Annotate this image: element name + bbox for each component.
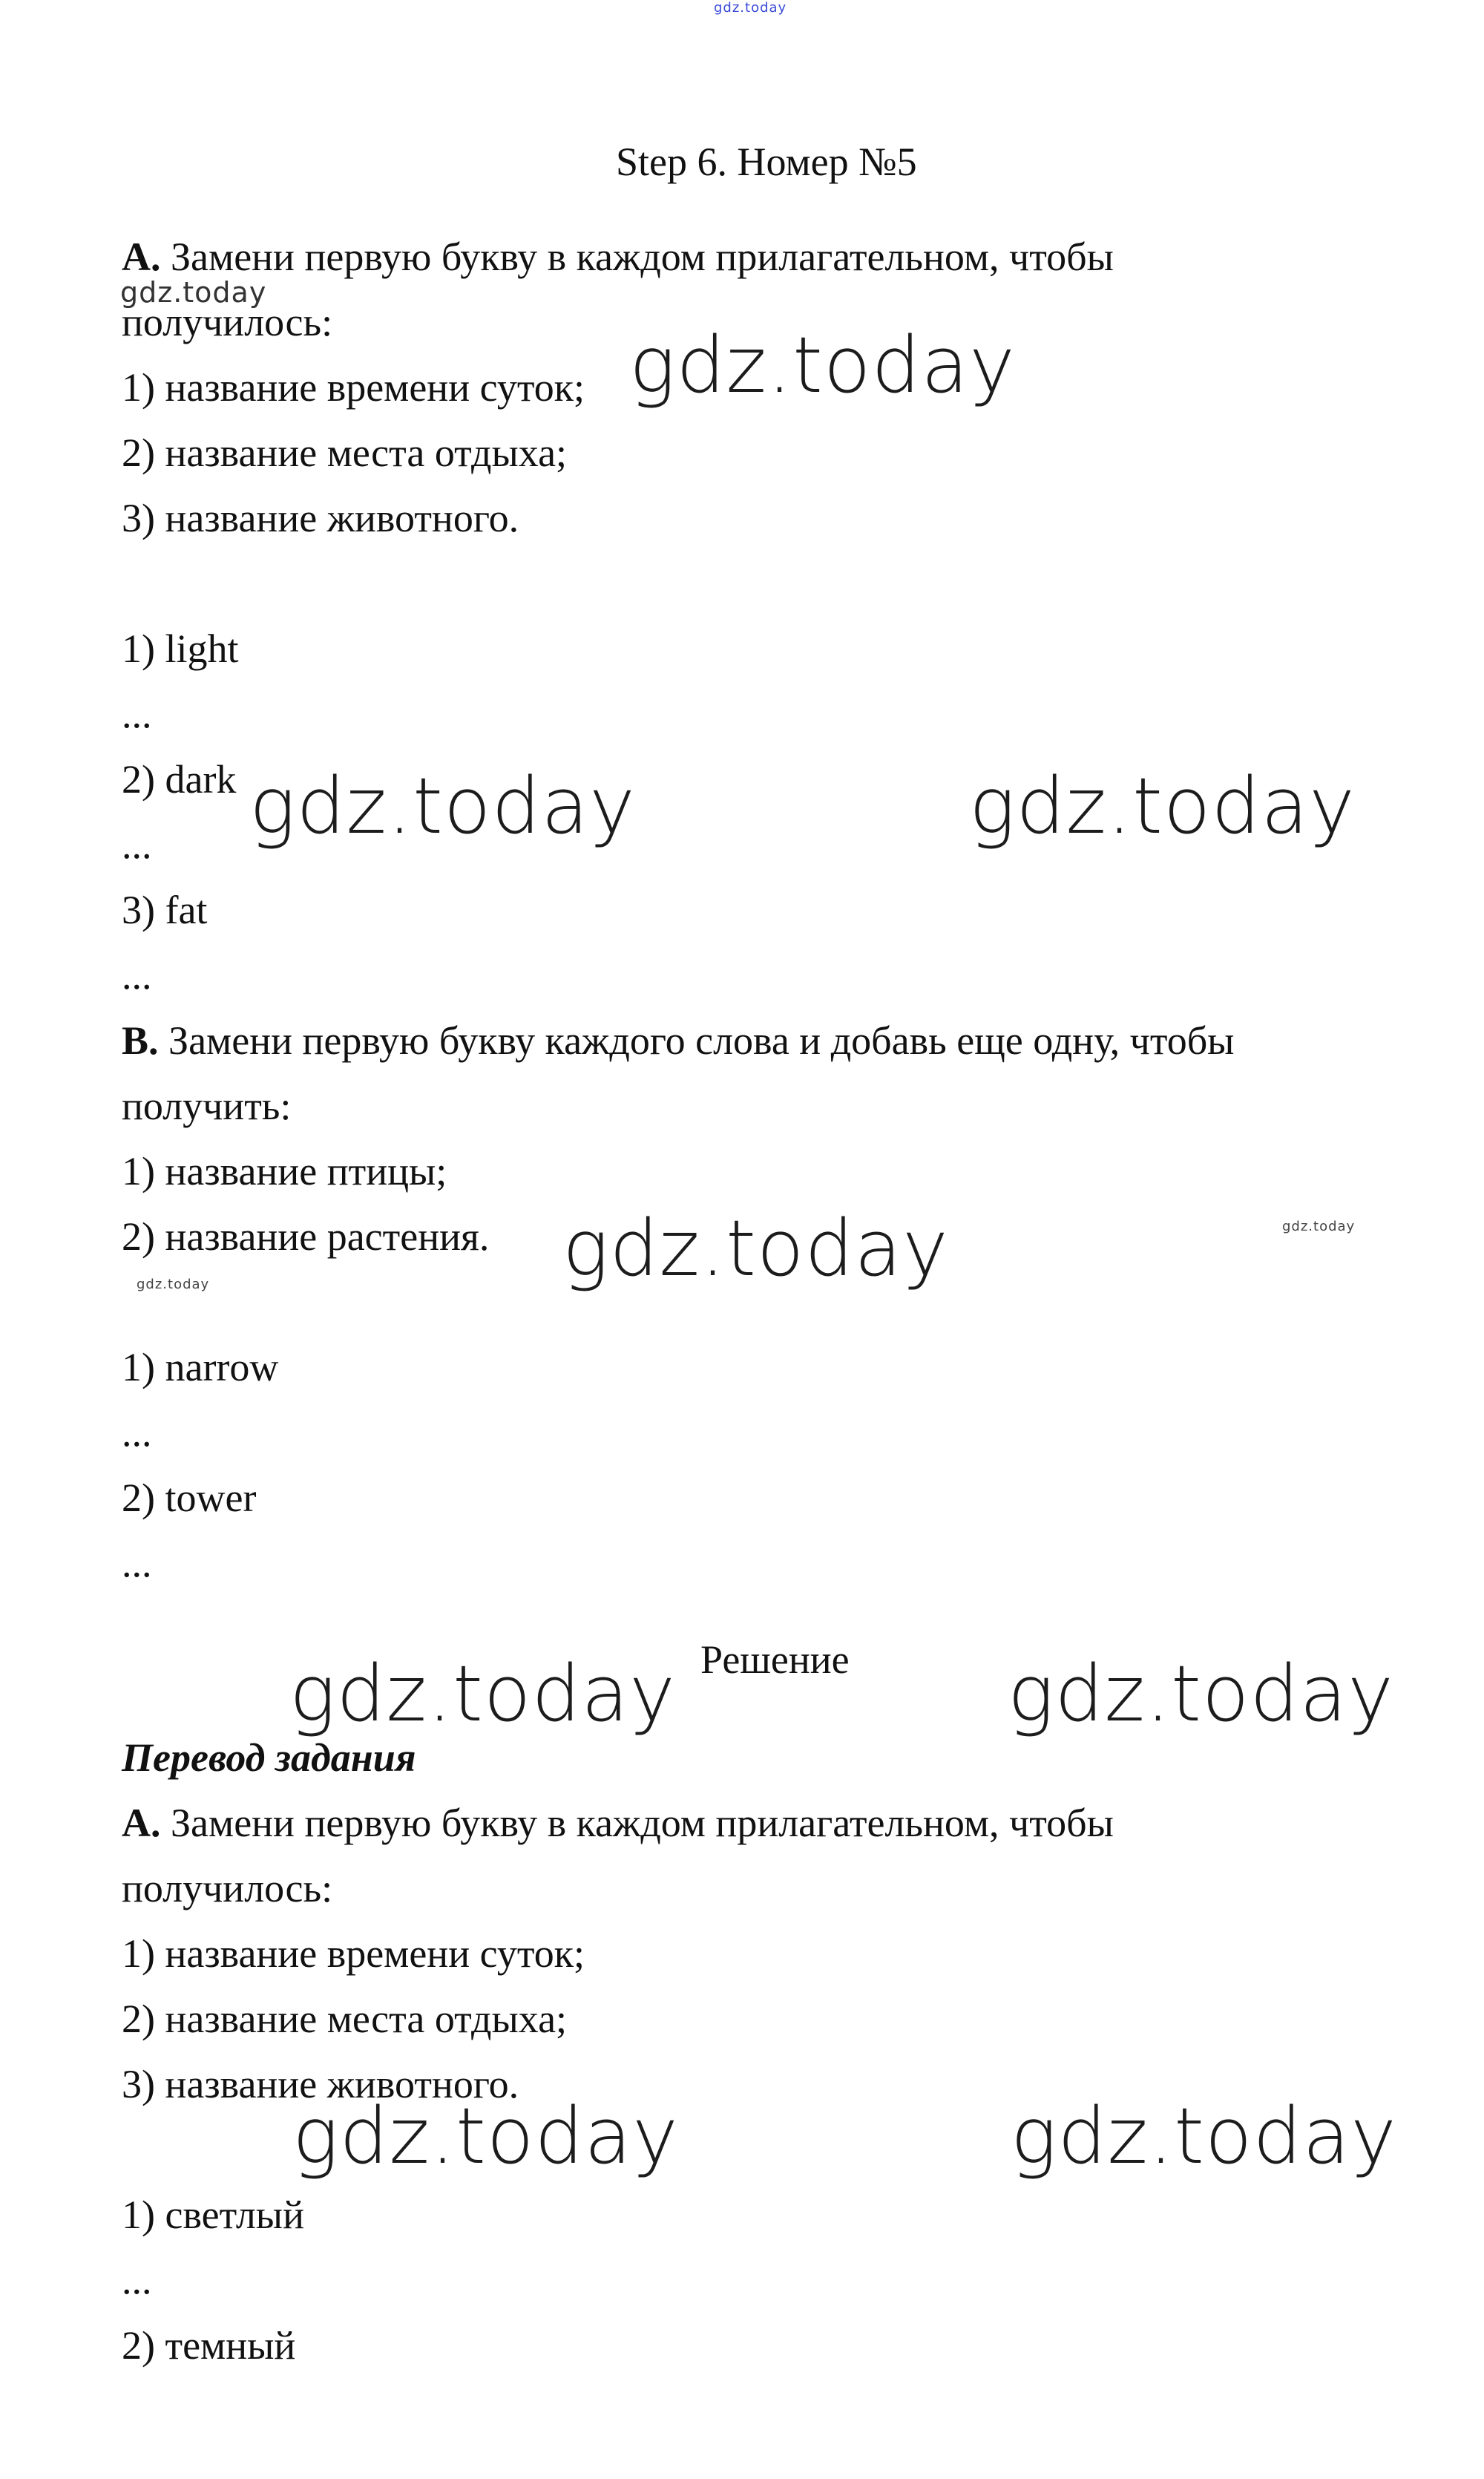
task-b-answer-1: 1) narrow xyxy=(122,1345,279,1389)
task-a-item-1: 1) название времени суток; xyxy=(122,365,585,410)
task-a-item-3: 3) название животного. xyxy=(122,496,519,540)
watermark-7: gdz.today xyxy=(292,2091,679,2181)
watermark-2: gdz.today xyxy=(249,761,636,851)
solution-a-item-3: 3) название животного. xyxy=(122,2062,519,2106)
task-b-answer-1-blank: ... xyxy=(122,1410,152,1455)
solution-a-label: A. xyxy=(122,1801,161,1845)
watermark-tiny-right: gdz.today xyxy=(1282,1219,1356,1234)
watermark-6: gdz.today xyxy=(1008,1648,1394,1739)
solution-a-item-2: 2) название места отдыха; xyxy=(122,1997,568,2041)
solution-a-text2: получилось: xyxy=(122,1866,333,1910)
watermark-5: gdz.today xyxy=(289,1648,676,1739)
solution-heading: Решение xyxy=(700,1637,850,1682)
task-a-answer-3-blank: ... xyxy=(122,953,152,998)
task-a-answer-2: 2) dark xyxy=(122,757,237,802)
task-a-text2: получилось: xyxy=(122,300,333,344)
task-a-line xyxy=(122,233,1114,281)
solution-a-text: Замени первую букву в каждом прилагательном, чтобы xyxy=(160,1801,1114,1845)
watermark-1: gdz.today xyxy=(629,320,1016,410)
task-a-label: A. xyxy=(122,235,161,279)
task-a-item-2: 2) название места отдыха; xyxy=(122,430,568,475)
watermark-tiny-left: gdz.today xyxy=(137,1277,210,1292)
task-b-item-1: 1) название птицы; xyxy=(122,1149,447,1193)
translation-heading: Перевод задания xyxy=(122,1735,416,1780)
solution-a-line xyxy=(122,1799,1114,1847)
watermark-8: gdz.today xyxy=(1011,2091,1397,2181)
task-b-answer-2: 2) tower xyxy=(122,1476,257,1520)
watermark-small-top: gdz.today xyxy=(120,276,267,309)
solution-a-answer-1-blank: ... xyxy=(122,2258,152,2302)
task-b-text2: получить: xyxy=(122,1084,292,1128)
page-title: Step 6. Номер №5 xyxy=(616,140,917,184)
task-a-answer-1-blank: ... xyxy=(122,692,152,736)
task-a-answer-3: 3) fat xyxy=(122,888,208,932)
task-a-text: Замени первую букву в каждом прилагательном, чтобы xyxy=(160,235,1114,279)
task-b-text: Замени первую букву каждого слова и добавь еще одну, чтобы xyxy=(158,1018,1235,1063)
watermark-top: gdz.today xyxy=(714,0,787,16)
task-b-line xyxy=(122,1017,1234,1064)
watermark-3: gdz.today xyxy=(969,761,1356,851)
task-a-answer-1: 1) light xyxy=(122,626,239,671)
task-a-answer-2-blank: ... xyxy=(122,822,152,867)
watermark-4: gdz.today xyxy=(562,1203,949,1294)
task-b-answer-2-blank: ... xyxy=(122,1541,152,1585)
solution-a-item-1: 1) название времени суток; xyxy=(122,1931,585,1976)
task-b-item-2: 2) название растения. xyxy=(122,1214,490,1259)
solution-a-answer-1: 1) светлый xyxy=(122,2193,304,2237)
task-b-label: B. xyxy=(122,1018,159,1063)
solution-a-answer-2: 2) темный xyxy=(122,2323,296,2368)
